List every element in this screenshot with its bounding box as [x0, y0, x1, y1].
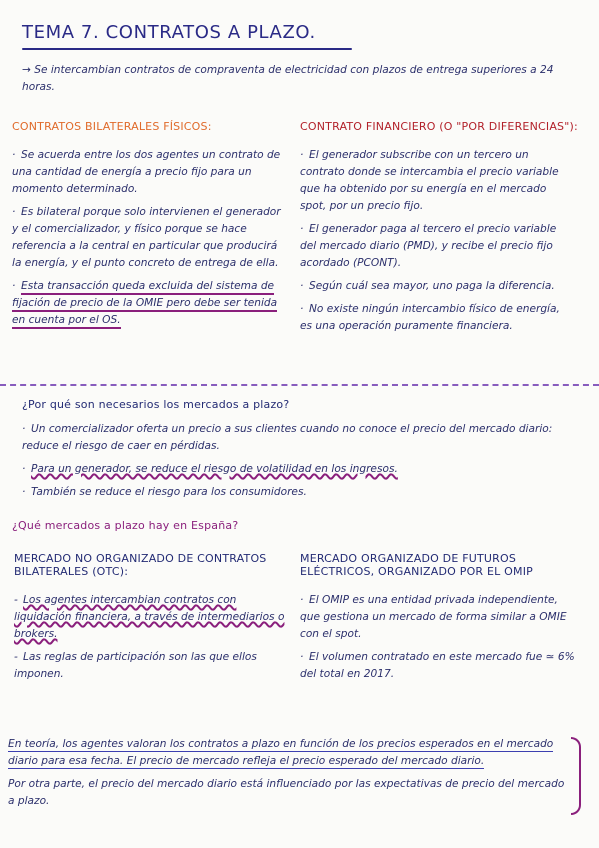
- left-bullet-1-text: Se acuerda entre los dos agentes un contrato de una cantidad de energía a precio fijo para un momento determinado.: [12, 149, 281, 195]
- left-heading: CONTRATOS BILATERALES FÍSICOS:: [12, 120, 212, 133]
- section-divider: [0, 384, 599, 386]
- section-3-right: [300, 552, 580, 689]
- section-3-question: ¿Qué mercados a plazo hay en España?: [12, 519, 239, 532]
- conclusion: [8, 736, 568, 810]
- conclusion-para-2: [8, 776, 568, 810]
- section-3-left-bullet-1-text: Los agentes intercambian contratos con liquidación financiera, a través de intermediarios o brokers.: [14, 594, 285, 640]
- bullet-dot: ·: [12, 280, 16, 292]
- section-3-left-bullets: [14, 592, 289, 683]
- section-2-question: ¿Por qué son necesarios los mercados a plazo?: [22, 398, 290, 411]
- section-2-bullet-3-text: También se reduce el riesgo para los consumidores.: [31, 486, 307, 498]
- left-bullet-3: [12, 278, 287, 329]
- section-3-right-bullet-2: [300, 649, 575, 683]
- section-3-left-bullet-2: [14, 649, 289, 683]
- right-bullet-1: [300, 147, 575, 215]
- intro-text: → Se intercambian contratos de compraventa de electricidad con plazos de entrega superiores a 24 horas.: [22, 64, 554, 93]
- bullet-dot: ·: [300, 149, 304, 161]
- right-bullet-3: [300, 278, 575, 295]
- right-block: [300, 120, 578, 341]
- right-bullet-2: [300, 221, 575, 272]
- bullet-dot: ·: [22, 423, 26, 435]
- conclusion-para-1-text: En teoría, los agentes valoran los contratos a plazo en función de los precios esperados en el mercado diario para esa fecha. El precio de mercado refleja el precio esperado del mercado diario.: [8, 738, 554, 767]
- section-3-left-heading: MERCADO NO ORGANIZADO DE CONTRATOS BILATERALES (OTC):: [14, 552, 267, 578]
- section-2-bullet-2: [22, 461, 582, 478]
- left-bullet-2-text: Es bilateral porque solo intervienen el generador y el comercializador, y físico porque se hace referencia a la central en particular que producirá la energía, y el punto concreto de entrega de ella.: [12, 206, 281, 269]
- right-heading: CONTRATO FINANCIERO (O "POR DIFERENCIAS"):: [300, 120, 578, 133]
- section-3-right-bullet-2-text: El volumen contratado en este mercado fue ≃ 6% del total en 2017.: [300, 651, 575, 680]
- bullet-dot: ·: [300, 280, 304, 292]
- left-bullets: [12, 147, 287, 329]
- right-bullets: [300, 147, 575, 335]
- section-3-right-bullet-1-text: El OMIP es una entidad privada independiente, que gestiona un mercado de forma similar a OMIE con el spot.: [300, 594, 567, 640]
- right-bullet-3-text: Según cuál sea mayor, uno paga la diferencia.: [309, 280, 555, 292]
- section-2-bullet-1: [22, 421, 582, 455]
- bullet-dot: -: [14, 651, 18, 663]
- section-2-bullet-3: [22, 484, 582, 501]
- bullet-dot: -: [14, 594, 18, 606]
- section-2-bullet-2-text: Para un generador, se reduce el riesgo de volatilidad en los ingresos.: [31, 463, 398, 475]
- bullet-dot: ·: [300, 651, 304, 663]
- section-2: [22, 398, 582, 507]
- bullet-dot: ·: [300, 594, 304, 606]
- bullet-dot: ·: [22, 463, 26, 475]
- section-3-left-bullet-1: [14, 592, 289, 643]
- right-bullet-4-text: No existe ningún intercambio físico de energía, es una operación puramente financiera.: [300, 303, 560, 332]
- section-3: [12, 519, 592, 532]
- left-block: [12, 120, 287, 335]
- section-3-left: [14, 552, 289, 689]
- left-bullet-3-text: Esta transacción queda excluida del sistema de fijación de precio de la OMIE pero debe ser tenida en cuenta por el OS.: [12, 280, 277, 329]
- section-2-bullet-1-text: Un comercializador oferta un precio a sus clientes cuando no conoce el precio del mercado diario: reduce el riesgo de caer en pérdidas.: [22, 423, 553, 452]
- conclusion-para-2-text: Por otra parte, el precio del mercado diario está influenciado por las expectativas de precio del mercado a plazo.: [8, 778, 565, 807]
- page-title: TEMA 7. CONTRATOS A PLAZO.: [22, 22, 316, 43]
- section-3-right-bullet-1: [300, 592, 575, 643]
- bullet-dot: ·: [22, 486, 26, 498]
- section-3-left-bullet-2-text: Las reglas de participación son las que ellos imponen.: [14, 651, 257, 680]
- right-bullet-2-text: El generador paga al tercero el precio variable del mercado diario (PMD), y recibe el precio fijo acordado (PCONT).: [300, 223, 557, 269]
- right-bullet-1-text: El generador subscribe con un tercero un contrato donde se intercambia el precio variable que ha obtenido por su energía en el mercado spot, por un precio fijo.: [300, 149, 559, 212]
- left-bullet-1: [12, 147, 287, 198]
- bullet-dot: ·: [12, 206, 16, 218]
- bullet-dot: ·: [300, 303, 304, 315]
- bullet-dot: ·: [300, 223, 304, 235]
- section-3-right-heading: MERCADO ORGANIZADO DE FUTUROS ELÉCTRICOS, ORGANIZADO POR EL OMIP: [300, 552, 533, 578]
- right-bullet-4: [300, 301, 575, 335]
- bullet-dot: ·: [12, 149, 16, 161]
- section-3-right-bullets: [300, 592, 575, 683]
- section-2-bullets: [22, 421, 582, 501]
- conclusion-para-1: [8, 736, 568, 770]
- title-underline: [22, 48, 352, 50]
- conclusion-bracket: [571, 737, 581, 815]
- left-bullet-2: [12, 204, 287, 272]
